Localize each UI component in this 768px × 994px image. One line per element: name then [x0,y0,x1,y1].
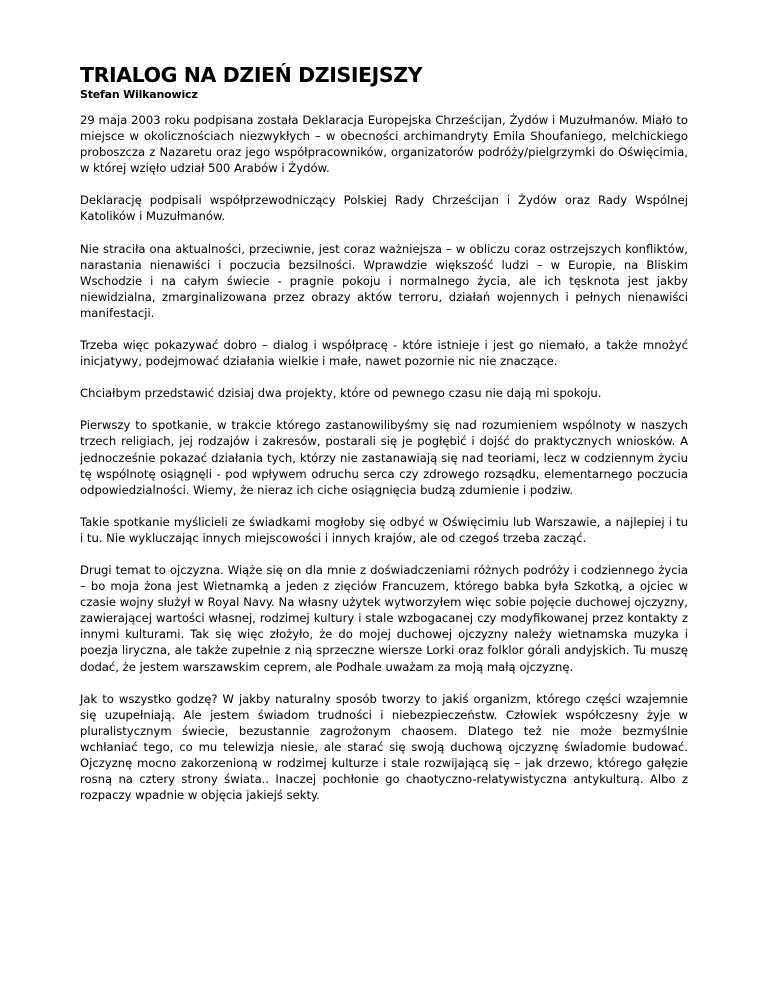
paragraph: Drugi temat to ojczyzna. Wiąże się on dla mnie z doświadczeniami różnych podróży i codziennego życia – bo moja żona jest Wietnamką a jeden z zięciów Francuzem, którego babka była Szkotką, a ojciec w czasie wojny służył w Royal Navy. Na własny użytek wytworzyłem więc sobie pojęcie duchowej ojczyzny, zawierającej wartości własnej, rodzimej kultury i stale wzbogacanej czy modyfikowanej przez kontakty z innymi kulturami. Tak się więc złożyło, że do mojej duchowej ojczyzny należy wietnamska muzyka i poezja liryczna, ale także zupełnie z nią sprzeczne wiersze Lorki oraz folklor górali andyjskich. Tu muszę dodać, że jestem warszawskim ceprem, ale Podhale uważam za moją małą ojczyznę. [80,562,688,674]
document-body [80,112,688,803]
paragraph: Trzeba więc pokazywać dobro – dialog i współpracę - które istnieje i jest go niemało, a także mnożyć inicjatywy, podejmować działania wielkie i małe, nawet pozornie nic nie znaczące. [80,338,688,369]
paragraph: Jak to wszystko godzę? W jakby naturalny sposób tworzy to jakiś organizm, którego części wzajemnie się uzupełniają. Ale jestem świadom trudności i niebezpieczeństw. Człowiek współczesny żyje w pluralistycznym świecie, bezustannie zagrożonym chaosem. Dlatego też nie może bezmyślnie wchłaniać tego, co mu telewizja niesie, ale starać się swoją duchową ojczyznę świadomie budować. Ojczyznę mocno zakorzenioną w rodzimej kulturze i stale rozwijającą się – jak drzewo, którego gałęzie rosną na cztery strony świata.. Inaczej pochłonie go chaotyczno-relatywistyczna antykulturą. Albo z rozpaczy wpadnie w objęcia jakiejś sekty. [80,691,688,803]
paragraph: Nie straciła ona aktualności, przeciwnie, jest coraz ważniejsza – w obliczu coraz ostrzejszych konfliktów, narastania nienawiści i poczucia bezsilności. Wprawdzie większość ludzi – w Europie, na Bliskim Wschodzie i na całym świecie - pragnie pokoju i normalnego życia, ale ich tęsknota jest jakby niewidzialna, zmarginalizowana przez obrazy aktów terroru, działań wojennych i pełnych nienawiści manifestacji. [80,241,688,320]
document-page [80,52,688,819]
paragraph: Deklarację podpisali współprzewodniczący Polskiej Rady Chrześcijan i Żydów oraz Rady Wspólnej Katolików i Muzułmanów. [80,193,688,224]
document-title: TRIALOG NA DZIEŃ DZISIEJSZY [80,63,423,87]
paragraph: Chciałbym przedstawić dzisiaj dwa projekty, które od pewnego czasu nie dają mi spokoju. [80,386,602,401]
paragraph: Takie spotkanie myślicieli ze świadkami mogłoby się odbyć w Oświęcimiu lub Warszawie, a najlepiej i tu i tu. Nie wykluczając innych miejscowości i innych krajów, ale od czegoś trzeba zacząć. [80,514,688,545]
paragraph: Pierwszy to spotkanie, w trakcie którego zastanowilibyśmy się nad rozumieniem wspólnoty w naszych trzech religiach, jej rodzajów i zakresów, postarali się je pogłębić i dojść do praktycznych wniosków. A jednocześnie pokazać działania tych, którzy nie zastanawiają się nad teoriami, lecz w codziennym życiu tę wspólnotę osiągnęli - pod wpływem odruchu serca czy zdrowego rozsądku, elementarnego poczucia odpowiedzialności. Wiemy, że nieraz ich ciche osiągnięcia budzą zdumienie i podziw. [80,418,688,497]
document-author: Stefan Wilkanowicz [80,88,198,101]
paragraph: 29 maja 2003 roku podpisana została Deklaracja Europejska Chrześcijan, Żydów i Muzułmanów. Miało to miejsce w okolicznościach niezwykłych – w obecności archimandryty Emila Shoufaniego, melchickiego proboszcza z Nazaretu oraz jego współpracowników, organizatorów podróży/pielgrzymki do Oświęcimia, w której wzięło udział 500 Arabów i Żydów. [80,113,688,176]
